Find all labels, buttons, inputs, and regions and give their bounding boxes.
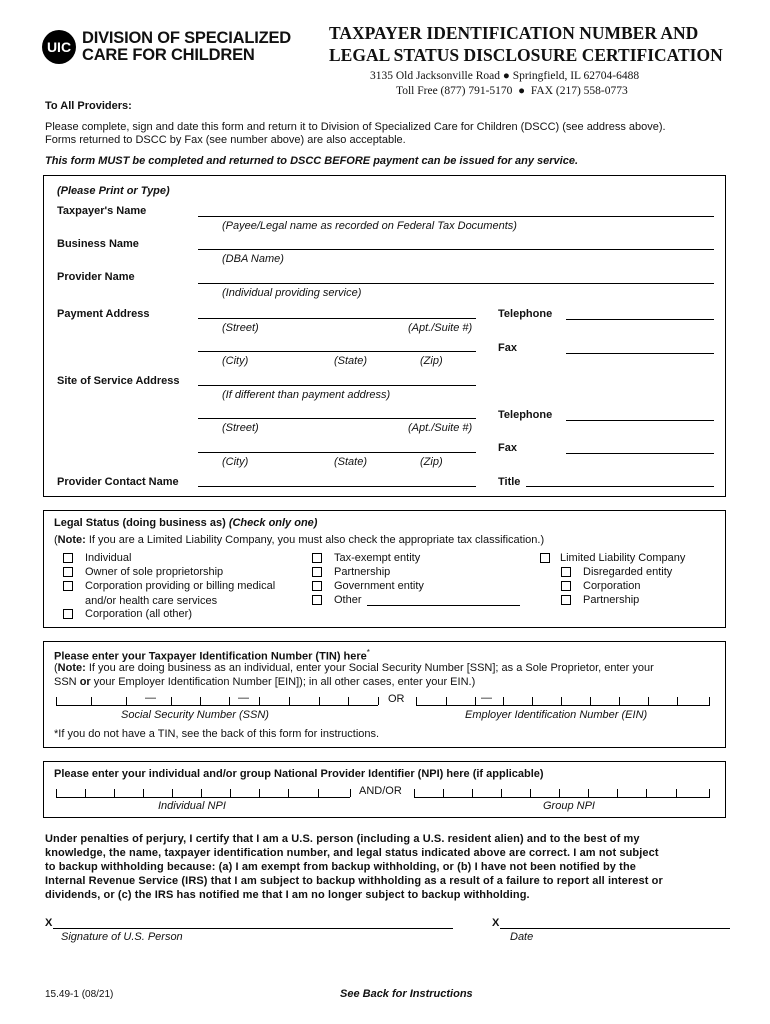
ssn-label: Social Security Number (SSN) [121,709,269,721]
npi-digit-sep [114,789,115,797]
legal-heading-text: Legal Status (doing business as) [54,517,226,529]
certification-line: to backup withholding because: (a) I am exempt from backup withholding, or (b) I have not been notified by the [45,861,636,873]
business-name-field[interactable] [198,249,714,250]
label-individual: Individual [85,552,132,564]
logo-text: UIC [46,39,72,55]
label-corporation-medical: Corporation providing or billing medical [85,580,276,592]
business-name-hint: (DBA Name) [222,253,284,265]
npi-digit-sep [414,789,415,797]
tin-heading [54,648,370,663]
signature-x-mark: X [45,917,53,929]
site-address-field[interactable] [198,385,476,386]
provider-name-hint: (Individual providing service) [222,287,362,299]
see-back-instructions: See Back for Instructions [340,988,473,1000]
ssn-digit-sep [200,697,201,705]
npi-digit-sep [501,789,502,797]
ein-digit-sep [561,697,562,705]
dscc-address [370,70,639,82]
ssn-digit-sep [259,697,260,705]
signature-field[interactable] [53,928,453,929]
payment-state-hint: (State) [334,355,368,367]
payment-telephone-label: Telephone [498,308,553,320]
ein-digit-sep [416,697,417,705]
ein-digit-sep [475,697,476,705]
certification-line: dividends, or (c) the IRS has notified me that I am no longer subject to backup withholding. [45,889,530,901]
site-city-field[interactable] [198,452,476,453]
group-npi-baseline [414,797,710,798]
toll-free: Toll Free (877) 791-5170 [396,85,513,97]
ein-digit-sep [648,697,649,705]
form-title-line1: TAXPAYER IDENTIFICATION NUMBER AND [329,23,699,43]
site-city-hint: (City) [222,456,249,468]
llc-note-label: Note: [57,534,86,546]
llc-note-paren: ( [54,534,58,546]
site-street-hint: (Street) [222,422,259,434]
llc-note [54,534,544,546]
npi-digit-sep [230,789,231,797]
npi-digit-sep [559,789,560,797]
npi-digit-sep [646,789,647,797]
ein-label: Employer Identification Number (EIN) [465,709,648,721]
taxpayer-name-field[interactable] [198,216,714,217]
site-fax-label: Fax [498,442,517,454]
payment-fax-label: Fax [498,342,517,354]
print-type-note: (Please Print or Type) [57,185,170,197]
ein-digit-sep [532,697,533,705]
label-corporation-medical-cont: and/or health care services [85,595,218,607]
ssn-baseline [56,705,378,706]
org-name-line1: DIVISION OF SPECIALIZED [82,29,292,47]
individual-npi-baseline [56,797,350,798]
payment-city-field[interactable] [198,351,476,352]
payment-address-label: Payment Address [57,308,150,320]
npi-digit-sep [676,789,677,797]
label-government: Government entity [334,580,424,592]
dscc-contact [396,85,628,97]
payment-telephone-field[interactable] [566,319,714,320]
label-tax-exempt: Tax-exempt entity [334,552,421,564]
site-apt-hint: (Apt./Suite #) [408,422,473,434]
npi-digit-sep [443,789,444,797]
business-name-label: Business Name [57,238,139,250]
label-llc-partnership: Partnership [583,594,640,606]
label-llc: Limited Liability Company [560,552,686,564]
tin-note-line1 [54,662,654,674]
intro-line1: Please complete, sign and date this form and return it to Division of Specialized Care for Children (DSCC) (see address above). [45,121,666,133]
npi-digit-sep [56,789,57,797]
payment-city-hint: (City) [222,355,249,367]
site-street-field[interactable] [198,418,476,419]
individual-npi-label: Individual NPI [158,800,226,812]
ssn-digit-sep [289,697,290,705]
taxpayer-name-label: Taxpayer's Name [57,205,147,217]
ssn-digit-sep [56,697,57,705]
site-telephone-label: Telephone [498,409,553,421]
checkbox-llc-partnership[interactable] [561,595,571,605]
signature-label: Signature of U.S. Person [61,931,183,943]
tin-note-text2a: SSN [54,676,80,688]
date-x-mark: X [492,917,500,929]
npi-digit-sep [530,789,531,797]
ein-digit-sep [677,697,678,705]
ssn-digit-sep [171,697,172,705]
tin-footnote: *If you do not have a TIN, see the back of this form for instructions. [54,728,380,740]
address-city: Springfield, IL 62704-6488 [512,70,640,82]
tin-asterisk: * [366,648,370,657]
ein-dash: — [481,692,492,704]
payment-street-hint: (Street) [222,322,259,334]
ssn-dash: — [145,692,156,704]
site-address-hint: (If different than payment address) [222,389,391,401]
org-name-line2: CARE FOR CHILDREN [82,46,255,64]
date-field[interactable] [500,928,730,929]
ein-digit-sep [446,697,447,705]
npi-digit-sep [172,789,173,797]
checkbox-corporation-other[interactable] [63,609,73,619]
ssn-digit-sep [348,697,349,705]
group-npi-label: Group NPI [543,800,595,812]
date-label: Date [510,931,534,943]
payment-warning: This form MUST be completed and returned to DSCC BEFORE payment can be issued for any service. [45,155,579,167]
payment-fax-field[interactable] [566,353,714,354]
npi-digit-sep [318,789,319,797]
checkbox-sole-proprietorship[interactable] [63,567,73,577]
tin-or-label: OR [388,693,405,705]
npi-heading: Please enter your individual and/or group National Provider Identifier (NPI) here (if applicable) [54,768,544,780]
certification-line: knowledge, the name, taxpayer identification number, and legal status indicated above are correct. I am not subject [45,847,659,859]
checkbox-llc-corporation[interactable] [561,581,571,591]
payment-zip-hint: (Zip) [420,355,443,367]
tin-note-text1: If you are doing business as an individual, enter your Social Security Number [SSN]; as a Sole Proprietor, enter your [85,662,654,674]
legal-status-heading [54,517,317,529]
label-partnership: Partnership [334,566,391,578]
taxpayer-name-hint: (Payee/Legal name as recorded on Federal Tax Documents) [222,220,517,232]
bullet-icon: ● [502,70,513,82]
certification-line: Under penalties of perjury, I certify that I am a U.S. person (including a U.S. resident alien) and to the best of my [45,833,640,845]
label-sole-proprietorship: Owner of sole proprietorship [85,566,224,578]
tin-note-or: or [79,676,91,688]
ssn-digit-sep [319,697,320,705]
payment-street-field[interactable] [198,318,476,319]
ssn-digit-sep [91,697,92,705]
logo [42,30,76,64]
ein-baseline [416,705,710,706]
ssn-digit-sep [126,697,127,705]
contact-name-field[interactable] [198,486,476,487]
ein-digit-sep [709,697,710,705]
form-number: 15.49-1 (08/21) [45,989,114,1000]
ein-digit-sep [590,697,591,705]
checkbox-tax-exempt[interactable] [312,553,322,563]
npi-digit-sep [350,789,351,797]
checkbox-government[interactable] [312,581,322,591]
npi-digit-sep [259,789,260,797]
contact-name-label: Provider Contact Name [57,476,179,488]
checkbox-individual[interactable] [63,553,73,563]
ssn-digit-sep [229,697,230,705]
title-label: Title [498,476,521,488]
tin-note-line2 [54,676,475,688]
checkbox-llc-disregarded[interactable] [561,567,571,577]
site-telephone-field[interactable] [566,420,714,421]
npi-andor-label: AND/OR [359,785,402,797]
checkbox-partnership[interactable] [312,567,322,577]
certification-line: Internal Revenue Service (IRS) that I am subject to backup withholding as a result of a failure to report all interest or [45,875,663,887]
check-only-one: (Check only one) [228,517,318,529]
tin-heading-text: Please enter your Taxpayer Identification Number (TIN) here [54,650,367,663]
npi-digit-sep [288,789,289,797]
checkbox-llc[interactable] [540,553,550,563]
npi-digit-sep [201,789,202,797]
site-fax-field[interactable] [566,453,714,454]
label-other: Other [334,594,362,606]
ein-digit-sep [619,697,620,705]
ein-digit-sep [503,697,504,705]
provider-name-label: Provider Name [57,271,135,283]
bullet-icon: ● [515,85,531,97]
site-state-hint: (State) [334,456,368,468]
salutation: To All Providers: [45,100,132,112]
npi-digit-sep [143,789,144,797]
npi-digit-sep [588,789,589,797]
checkbox-corporation-medical[interactable] [63,581,73,591]
other-specify-field[interactable] [367,605,520,606]
payment-apt-hint: (Apt./Suite #) [408,322,473,334]
fax-number: FAX (217) 558-0773 [530,85,628,97]
ssn-dash: — [238,692,249,704]
site-zip-hint: (Zip) [420,456,443,468]
tin-note-paren: ( [54,662,58,674]
label-llc-disregarded: Disregarded entity [583,566,673,578]
npi-digit-sep [85,789,86,797]
address-street: 3135 Old Jacksonville Road [370,70,500,82]
npi-digit-sep [617,789,618,797]
label-corporation-other: Corporation (all other) [85,608,192,620]
ssn-digit-sep [378,697,379,705]
tin-note-label: Note: [57,662,86,674]
npi-digit-sep [472,789,473,797]
llc-note-text: If you are a Limited Liability Company, you must also check the appropriate tax classification.) [85,534,545,546]
npi-digit-sep [709,789,710,797]
checkbox-other[interactable] [312,595,322,605]
provider-name-field[interactable] [198,283,714,284]
label-llc-corporation: Corporation [583,580,641,592]
title-field[interactable] [526,486,714,487]
form-title-line2: LEGAL STATUS DISCLOSURE CERTIFICATION [329,45,723,65]
tin-note-text2b: your Employer Identification Number [EIN]); in all other cases, enter your EIN.) [90,676,476,688]
intro-line2: Forms returned to DSCC by Fax (see number above) are also acceptable. [45,134,406,146]
site-address-label: Site of Service Address [57,375,180,387]
